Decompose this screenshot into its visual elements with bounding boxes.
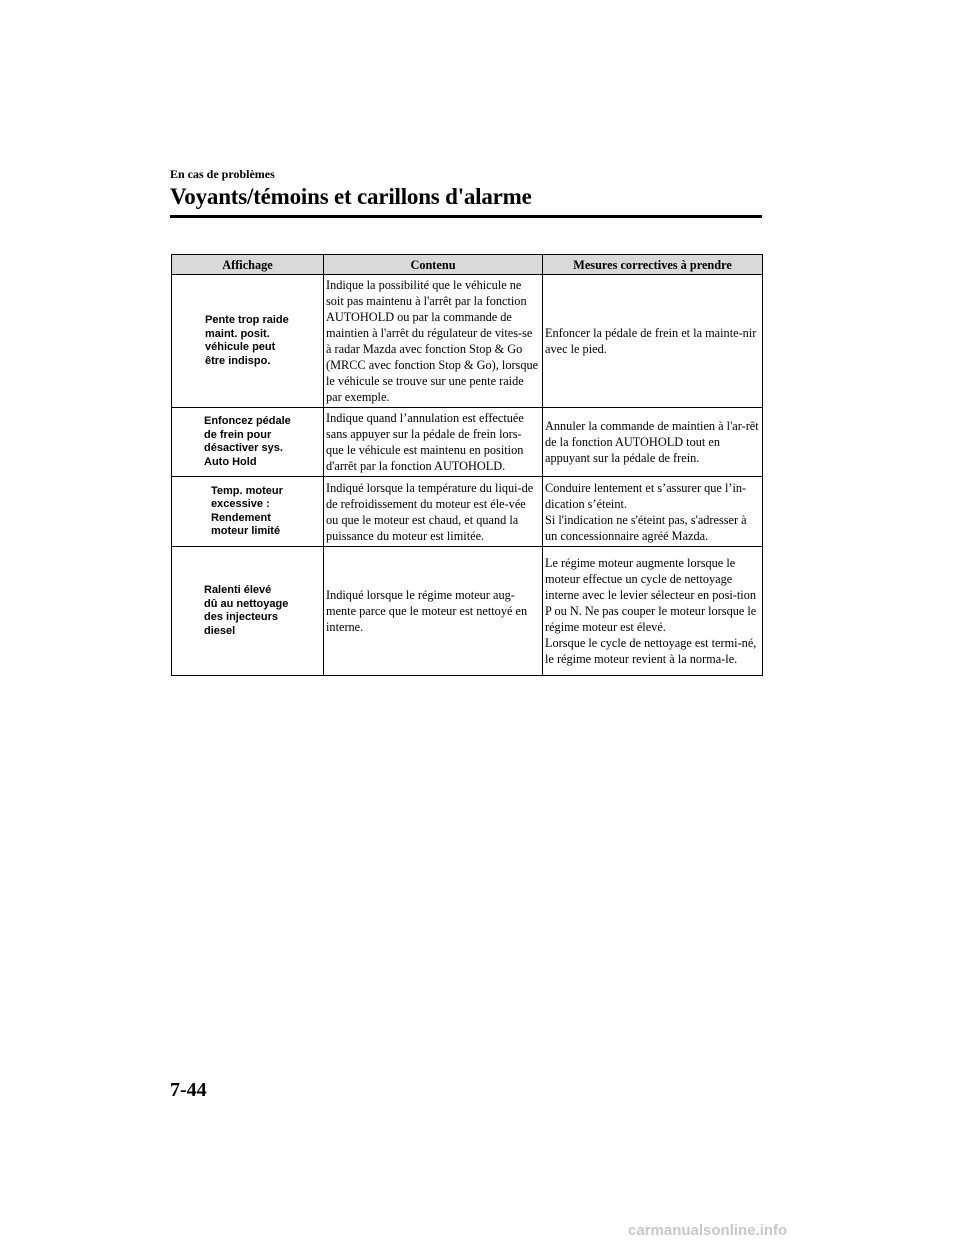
display-message: Ralenti élevé dû au nettoyage des injecteurs diesel	[204, 584, 289, 637]
table-row	[172, 275, 763, 408]
title-rule	[170, 215, 762, 218]
content-cell: Indique la possibilité que le véhicule ne soit pas maintenu à l'arrêt par la fonction AUTOHOLD ou par la commande de maintien à l'arrêt du régulateur de vites-se à radar Mazda avec fonction Stop & Go (MRCC avec fonction Stop & Go), lorsque le véhicule se trouve sur une pente raide par exemple.	[324, 275, 543, 408]
watermark: carmanualsonline.info	[628, 1222, 788, 1239]
table-header-row	[172, 255, 763, 275]
column-header-display: Affichage	[172, 255, 324, 275]
table-row	[172, 408, 763, 477]
chapter-title: Voyants/témoins et carillons d'alarme	[170, 184, 532, 209]
display-cell	[172, 408, 324, 477]
section-label: En cas de problèmes	[170, 167, 275, 181]
display-message: Temp. moteur excessive : Rendement moteur limité	[211, 484, 283, 537]
action-cell: Enfoncer la pédale de frein et la mainte-nir avec le pied.	[543, 275, 763, 408]
content-cell: Indique quand l’annulation est effectuée sans appuyer sur la pédale de frein lors-que le véhicule est maintenu en position d'arrêt par la fonction AUTOHOLD.	[324, 408, 543, 477]
table-row	[172, 547, 763, 676]
display-cell	[172, 275, 324, 408]
table-row	[172, 477, 763, 547]
display-cell	[172, 547, 324, 676]
warning-messages-table	[171, 254, 763, 676]
content-cell: Indiqué lorsque le régime moteur aug-mente parce que le moteur est nettoyé en interne.	[324, 547, 543, 676]
content-cell: Indiqué lorsque la température du liqui-de de refroidissement du moteur est éle-vée ou que le moteur est chaud, et quand la puissance du moteur est limitée.	[324, 477, 543, 547]
action-cell: Conduire lentement et s’assurer que l’in-dication s’éteint. Si l'indication ne s'éteint pas, s'adresser à un concessionnaire agréé Mazda.	[543, 477, 763, 547]
action-cell: Annuler la commande de maintien à l'ar-rêt de la fonction AUTOHOLD tout en appuyant sur la pédale de frein.	[543, 408, 763, 477]
column-header-content: Contenu	[324, 255, 543, 275]
action-cell: Le régime moteur augmente lorsque le moteur effectue un cycle de nettoyage interne avec le levier sélecteur en posi-tion P ou N. Ne pas couper le moteur lorsque le régime moteur est élevé. Lorsque le cycle de nettoyage est termi-né, le régime moteur revient à la norma-le.	[543, 547, 763, 676]
column-header-action: Mesures correctives à prendre	[543, 255, 763, 275]
display-message: Enfoncez pédale de frein pour désactiver sys. Auto Hold	[204, 415, 291, 468]
display-message: Pente trop raide maint. posit. véhicule peut être indispo.	[205, 314, 289, 367]
display-cell	[172, 477, 324, 547]
page-number: 7-44	[170, 1079, 207, 1101]
